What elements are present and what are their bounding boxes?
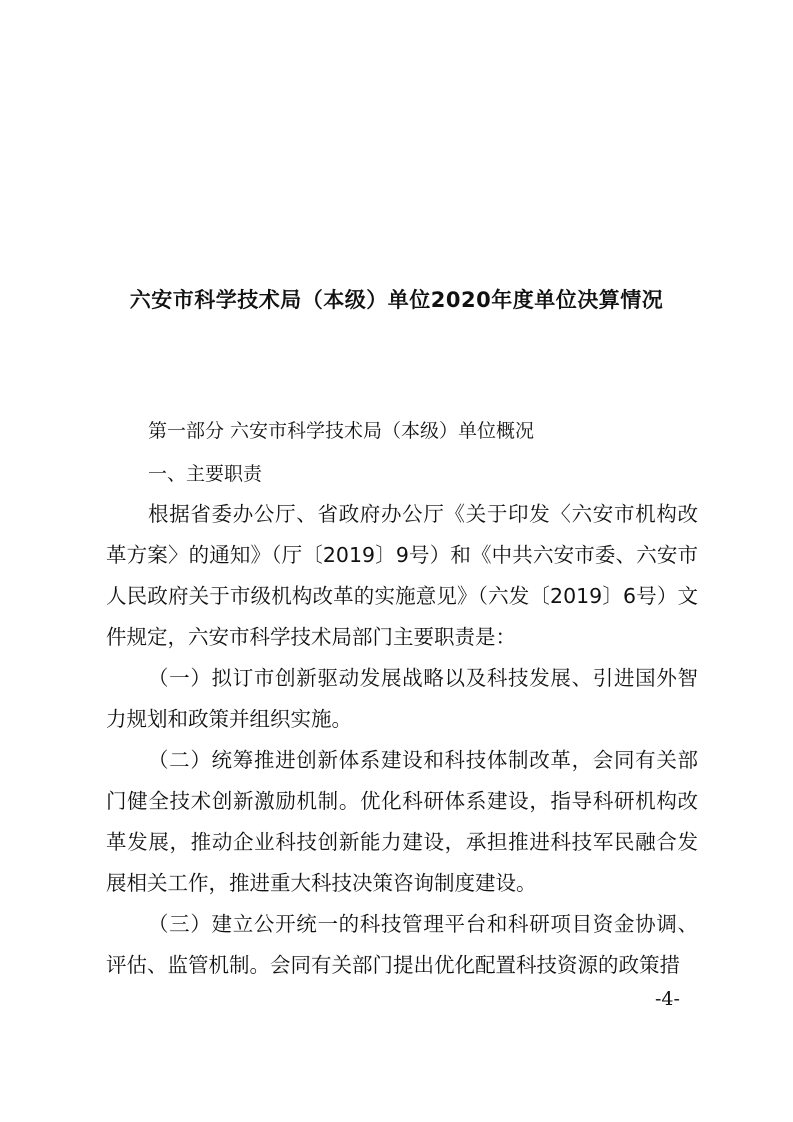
paragraph-duty-2: （二）统筹推进创新体系建设和科技体制改革，会同有关部门健全技术创新激励机制。优化科研体系建设，指导科研机构改革发展，推动企业科技创新能力建设，承担推进科技军民融合发展相关工作，推进重大科技决策咨询制度建设。 bbox=[106, 748, 698, 895]
paragraph-mandate: 根据省委办公厅、省政府办公厅《关于印发〈六安市机构改革方案〉的通知》（厅〔2019〕9号）和《中共六安市委、六安市人民政府关于市级机构改革的实施意见》（六发〔2019〕6号）文件规定，六安市科学技术局部门主要职责是： bbox=[106, 502, 698, 649]
page-number: -4- bbox=[655, 988, 680, 1010]
part-heading: 第一部分 六安市科学技术局（本级）单位概况 bbox=[148, 420, 535, 442]
paragraph-duty-3: （三）建立公开统一的科技管理平台和科研项目资金协调、评估、监管机制。会同有关部门提出优化配置科技资源的政策措 bbox=[106, 912, 698, 977]
paragraph-duty-1: （一）拟订市创新驱动发展战略以及科技发展、引进国外智力规划和政策并组织实施。 bbox=[106, 666, 698, 731]
section-heading: 一、主要职责 bbox=[148, 463, 263, 485]
document-title: 六安市科学技术局（本级）单位2020年度单位决算情况 bbox=[129, 288, 664, 312]
